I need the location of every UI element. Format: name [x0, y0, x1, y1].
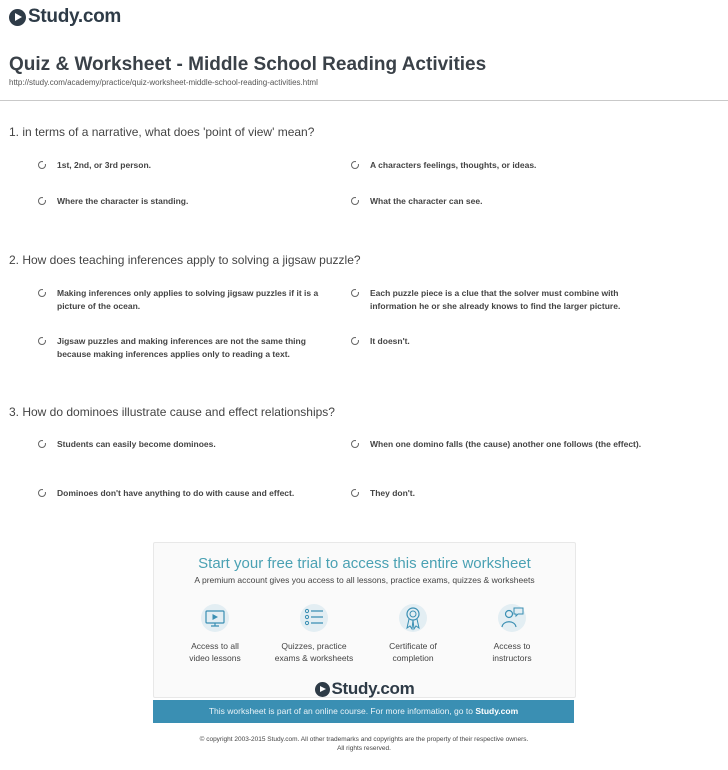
q1-answer-d[interactable] — [370, 195, 655, 208]
radio-icon[interactable] — [38, 489, 46, 497]
answer-text: Dominoes don't have anything to do with cause and effect. — [57, 488, 295, 498]
feature-certificate — [363, 603, 463, 664]
play-logo-icon — [315, 682, 330, 697]
q2-answer-d[interactable] — [370, 335, 655, 348]
certificate-icon — [398, 603, 428, 633]
promo-brand-logo[interactable] — [154, 679, 575, 699]
radio-icon[interactable] — [38, 337, 46, 345]
answer-text: When one domino falls (the cause) another one follows (the effect). — [370, 439, 642, 449]
q3-answer-d[interactable] — [370, 487, 655, 500]
radio-icon[interactable] — [38, 289, 46, 297]
feature-label: Access to instructors — [492, 641, 532, 663]
q3-answer-b[interactable] — [370, 438, 655, 451]
feature-label: Quizzes, practice exams & worksheets — [274, 641, 354, 663]
question-1: 1. in terms of a narrative, what does 'point of view' mean? — [9, 125, 315, 139]
radio-icon[interactable] — [351, 161, 359, 169]
logo-text: Study.com — [28, 6, 122, 27]
banner-link[interactable]: Study.com — [475, 706, 519, 716]
answer-text: It doesn't. — [370, 336, 410, 346]
premium-promo-box — [153, 542, 576, 698]
page-title: Quiz & Worksheet - Middle School Reading Activities — [9, 54, 487, 75]
feature-label: Access to all video lessons — [189, 641, 241, 663]
promo-subhead: A premium account gives you access to all lessons, practice exams, quizzes & worksheets — [194, 575, 535, 585]
feature-instructors — [462, 603, 562, 664]
answer-text: Each puzzle piece is a clue that the solver must combine with information he or she already knows to find the larger picture. — [370, 288, 621, 311]
radio-icon[interactable] — [351, 289, 359, 297]
answer-text: Where the character is standing. — [57, 196, 189, 206]
q1-answer-c[interactable] — [57, 195, 342, 208]
radio-icon[interactable] — [38, 161, 46, 169]
instructors-icon — [497, 603, 527, 633]
answer-text: What the character can see. — [370, 196, 483, 206]
feature-quizzes — [264, 603, 364, 664]
page-url: http://study.com/academy/practice/quiz-worksheet-middle-school-reading-activities.html — [9, 78, 318, 87]
play-logo-icon — [9, 9, 26, 26]
promo-brand-text: Study.com — [331, 679, 415, 698]
radio-icon[interactable] — [351, 440, 359, 448]
q1-answer-a[interactable] — [57, 159, 342, 172]
study-com-logo — [9, 6, 121, 28]
q3-answer-a[interactable] — [57, 438, 342, 451]
feature-label: Certificate of completion — [389, 641, 437, 663]
radio-icon[interactable] — [351, 489, 359, 497]
answer-text: A characters feelings, thoughts, or ideas. — [370, 160, 537, 170]
answer-text: They don't. — [370, 488, 415, 498]
radio-icon[interactable] — [38, 440, 46, 448]
q2-answer-a[interactable] — [57, 287, 342, 313]
rights-line: All rights reserved. — [337, 745, 391, 752]
answer-text: Making inferences only applies to solving jigsaw puzzles if it is a picture of the ocean. — [57, 288, 319, 311]
question-3: 3. How do dominoes illustrate cause and effect relationships? — [9, 405, 335, 419]
answer-text: 1st, 2nd, or 3rd person. — [57, 160, 151, 170]
question-2: 2. How does teaching inferences apply to solving a jigsaw puzzle? — [9, 253, 361, 267]
q1-answer-b[interactable] — [370, 159, 655, 172]
answer-text: Students can easily become dominoes. — [57, 439, 216, 449]
radio-icon[interactable] — [38, 197, 46, 205]
radio-icon[interactable] — [351, 337, 359, 345]
answer-text: Jigsaw puzzles and making inferences are not the same thing because making inferences applies only to reading a text. — [57, 336, 306, 359]
radio-icon[interactable] — [351, 197, 359, 205]
banner-text: This worksheet is part of an online course. For more information, go to — [208, 706, 476, 716]
online-course-banner — [153, 700, 574, 723]
q2-answer-b[interactable] — [370, 287, 655, 313]
feature-video-lessons — [165, 603, 265, 664]
copyright-footer — [150, 735, 578, 753]
quiz-list-icon — [299, 603, 329, 633]
q3-answer-c[interactable] — [57, 487, 342, 500]
header-divider — [0, 100, 728, 101]
q2-answer-c[interactable] — [57, 335, 342, 361]
video-lesson-icon — [200, 603, 230, 633]
copyright-line: © copyright 2003-2015 Study.com. All other trademarks and copyrights are the property of their respective owners. — [199, 736, 529, 743]
promo-headline[interactable]: Start your free trial to access this entire worksheet — [198, 555, 531, 572]
